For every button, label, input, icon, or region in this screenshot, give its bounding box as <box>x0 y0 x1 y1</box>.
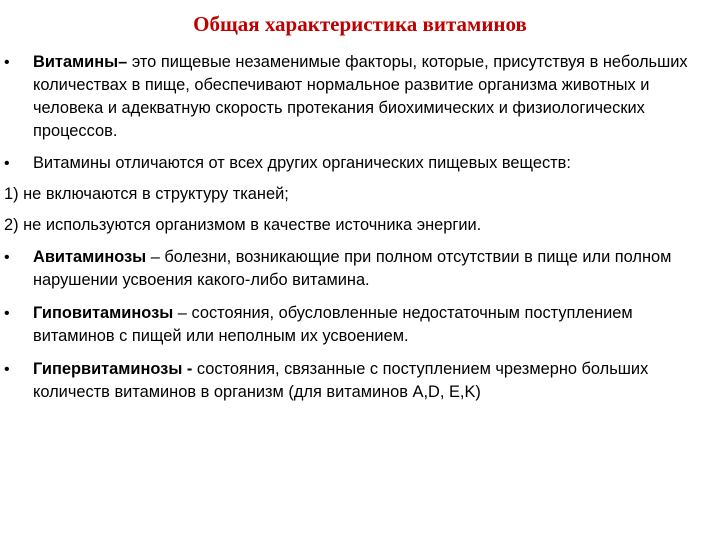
bullet-item-vitamins <box>4 51 716 143</box>
bullet-item-avitaminosis <box>4 246 716 292</box>
slide-title: Общая характеристика витаминов <box>193 12 527 36</box>
slide-content <box>4 51 716 404</box>
bullet-icon: • <box>4 54 10 71</box>
bullet-item-hypervitaminosis <box>4 358 716 404</box>
list-item-1-text: 1) не включаются в структуру тканей; <box>4 185 289 203</box>
bullet-icon: • <box>4 155 10 172</box>
list-item-2-text: 2) не используются организмом в качестве источника энергии. <box>4 216 482 234</box>
term-hypovitaminosis: Гиповитаминозы <box>33 304 174 322</box>
term-separator: – <box>146 248 165 266</box>
definition-hypervitaminosis: состояния, связанные с поступлением чрезмерно больших количеств витаминов в организм (для витаминов A,D, E,K) <box>33 360 649 401</box>
bullet-item-hypovitaminosis <box>4 302 716 348</box>
definition-avitaminosis: болезни, возникающие при полном отсутствии в пище или полном нарушении усвоения какого-либо витамина. <box>33 248 672 289</box>
bullet-icon: • <box>4 249 10 266</box>
bullet-icon: • <box>4 305 10 322</box>
term-hypervitaminosis: Гипервитаминозы - <box>33 360 197 378</box>
differences-text: Витамины отличаются от всех других органических пищевых веществ: <box>33 154 571 172</box>
bullet-icon: • <box>4 361 10 378</box>
bullet-item-differences <box>4 152 716 175</box>
list-item-1 <box>4 183 716 206</box>
definition-vitamins: это пищевые незаменимые факторы, которые, присутствуя в небольших количествах в пище, обеспечивают нормальное развитие организма животных и человека и адекватную скорость протекания биохимических и физиологических процессов. <box>33 53 688 140</box>
term-separator: – <box>173 304 192 322</box>
list-item-2 <box>4 214 716 237</box>
term-vitamins: Витамины <box>33 53 119 71</box>
term-avitaminosis: Авитаминозы <box>33 248 147 266</box>
term-separator: – <box>118 53 132 71</box>
definition-hypovitaminosis: состояния, обусловленные недостаточным поступлением витаминов с пищей или неполным их усвоением. <box>33 304 633 345</box>
